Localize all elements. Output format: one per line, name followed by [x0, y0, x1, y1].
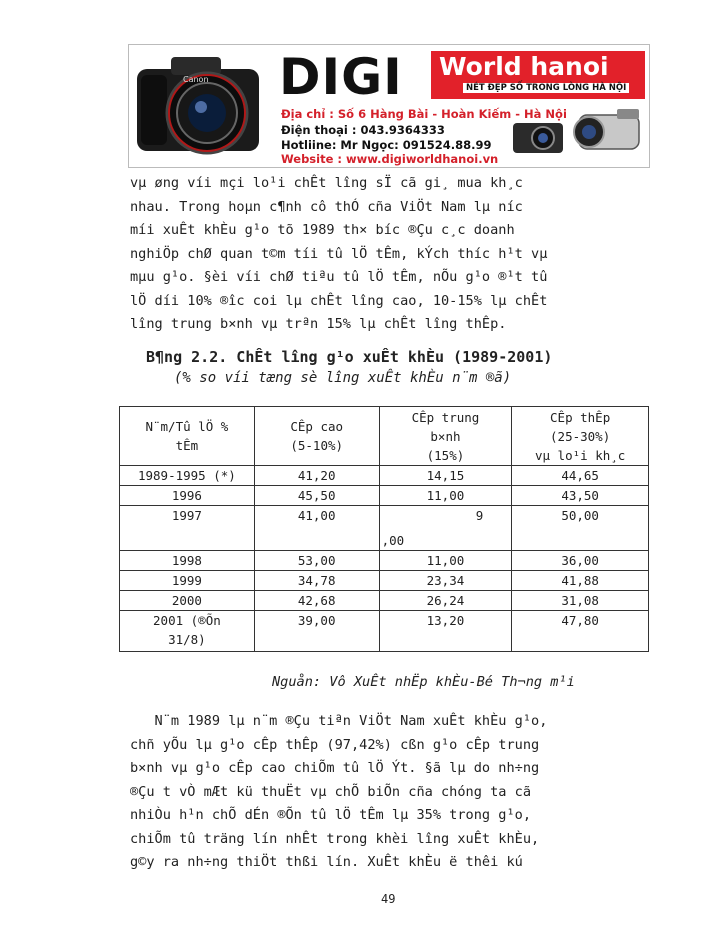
cell-high: 34,78 — [254, 571, 379, 591]
cell-high: 41,00 — [254, 506, 379, 551]
cell-year: 2001 (®Õn 31/8) — [120, 611, 255, 652]
cell-low: 50,00 — [512, 506, 649, 551]
brand-world-text: World hanoi — [439, 52, 609, 81]
cell-low: 31,08 — [512, 591, 649, 611]
text-line: N¨m 1989 lµ n¨m ®Çu tiªn ViÖt Nam xuÊt khÈu g¹o, — [130, 713, 548, 729]
text-line: mµu g¹o. §èi víi chØ tiªu tû lÖ tÊm, nÕu g¹o ®¹t tû — [130, 269, 548, 285]
rice-quality-table — [119, 406, 649, 652]
cell-low: 44,65 — [512, 466, 649, 486]
text-line: míi xuÊt khÈu g¹o tõ 1989 th× bíc ®Çu c¸c doanh — [130, 222, 515, 238]
shop-website: Website : www.digiworldhanoi.vn — [281, 152, 499, 166]
text-line: ®Çu t vÒ mÆt kü thuËt vµ chÕ biÕn cña chóng ta cã — [130, 783, 532, 800]
cell-year: 1998 — [120, 551, 255, 571]
cell-year: 1989-1995 (*) — [120, 466, 255, 486]
text-line: g©y ra nh÷ng thiÖt thßi lín. XuÊt khÈu ë thêi kú — [130, 854, 523, 870]
text-line: nhau. Trong hoµn c¶nh cô thÓ cña ViÖt Nam lµ níc — [130, 198, 523, 215]
table-row — [120, 466, 649, 486]
header-low-grade: CÊp thÊp (25-30%) vµ lo¹i kh¸c — [512, 407, 649, 466]
dslr-camera-icon — [131, 49, 265, 163]
table-subtitle: (% so víi tæng sè lîng xuÊt khÈu n¨m ®ã) — [174, 370, 512, 386]
cell-year: 1997 — [120, 506, 255, 551]
cell-mid: 14,15 — [379, 466, 512, 486]
cell-mid: 11,00 — [379, 551, 512, 571]
shop-phone: Điện thoại : 043.9364333 — [281, 123, 445, 137]
table-source: Nguån: Vô XuÊt nhËp khÈu-Bé Th¬ng m¹i — [272, 674, 575, 690]
cell-mid: 26,24 — [379, 591, 512, 611]
text-line: chñ yÕu lµ g¹o cÊp thÊp (97,42%) cßn g¹o cÊp trung — [130, 736, 540, 753]
cell-mid: 23,34 — [379, 571, 512, 591]
brand-slogan: NÉT ĐẸP SỐ TRONG LÒNG HÀ NỘI — [463, 83, 629, 93]
text-line: nghiÖp chØ quan t©m tíi tû lÖ tÊm, kÝch thíc h¹t vµ — [130, 245, 548, 262]
cell-year: 1999 — [120, 571, 255, 591]
cell-high: 39,00 — [254, 611, 379, 652]
intro-paragraph — [130, 172, 646, 337]
camera-brand: Canon — [183, 75, 209, 84]
text-line: lîng trung b×nh vµ trªn 15% lµ chÊt lîng thÊp. — [130, 316, 507, 332]
table-row — [120, 611, 649, 652]
table-row — [120, 591, 649, 611]
cell-high: 42,68 — [254, 591, 379, 611]
text-line: lÖ díi 10% ®îc coi lµ chÊt lîng cao, 10-15% lµ chÊt — [130, 292, 548, 309]
header-year: N¨m/Tû lÖ % tÊm — [120, 407, 255, 466]
table-row — [120, 486, 649, 506]
cell-mid: 13,20 — [379, 611, 512, 652]
shop-hotline: Hotliine: Mr Ngọc: 091524.88.99 — [281, 138, 492, 152]
text-line: chiÕm tû träng lín nhÊt trong khèi lîng xuÊt khÈu, — [130, 830, 540, 847]
compact-camera-icon — [511, 117, 565, 157]
table-row — [120, 506, 649, 551]
cell-high: 45,50 — [254, 486, 379, 506]
cell-year: 1996 — [120, 486, 255, 506]
header-mid-grade: CÊp trung b×nh (15%) — [379, 407, 512, 466]
cell-low: 47,80 — [512, 611, 649, 652]
page-number: 49 — [381, 892, 396, 906]
text-line: b×nh vµ g¹o cÊp cao chiÕm tû lÖ Ýt. §ã lµ do nh÷ng — [130, 760, 540, 776]
text-line: vµ øng víi mçi lo¹i chÊt lîng sÏ cã gi¸ mua kh¸c — [130, 175, 523, 191]
shop-address: Địa chỉ : Số 6 Hàng Bài - Hoàn Kiếm - Hà Nội — [281, 107, 567, 121]
cell-year: 2000 — [120, 591, 255, 611]
cell-high: 53,00 — [254, 551, 379, 571]
cell-high: 41,20 — [254, 466, 379, 486]
cell-low: 36,00 — [512, 551, 649, 571]
table-row — [120, 571, 649, 591]
body-paragraph — [130, 710, 646, 875]
cell-mid: 11,00 — [379, 486, 512, 506]
advert-banner — [128, 44, 650, 168]
text-line: nhiÒu h¹n chÕ dÉn ®Õn tû lÖ tÊm lµ 35% trong g¹o, — [130, 807, 532, 823]
header-high-grade: CÊp cao (5-10%) — [254, 407, 379, 466]
cell-mid: 9 ,00 — [379, 506, 512, 551]
table-header-row — [120, 407, 649, 466]
camcorder-icon — [569, 105, 647, 157]
table-row — [120, 551, 649, 571]
table-title: B¶ng 2.2. ChÊt lîng g¹o xuÊt khÈu (1989-2001) — [146, 348, 553, 366]
cell-low: 41,88 — [512, 571, 649, 591]
brand-logo-text: DIGI — [279, 48, 403, 106]
cell-low: 43,50 — [512, 486, 649, 506]
